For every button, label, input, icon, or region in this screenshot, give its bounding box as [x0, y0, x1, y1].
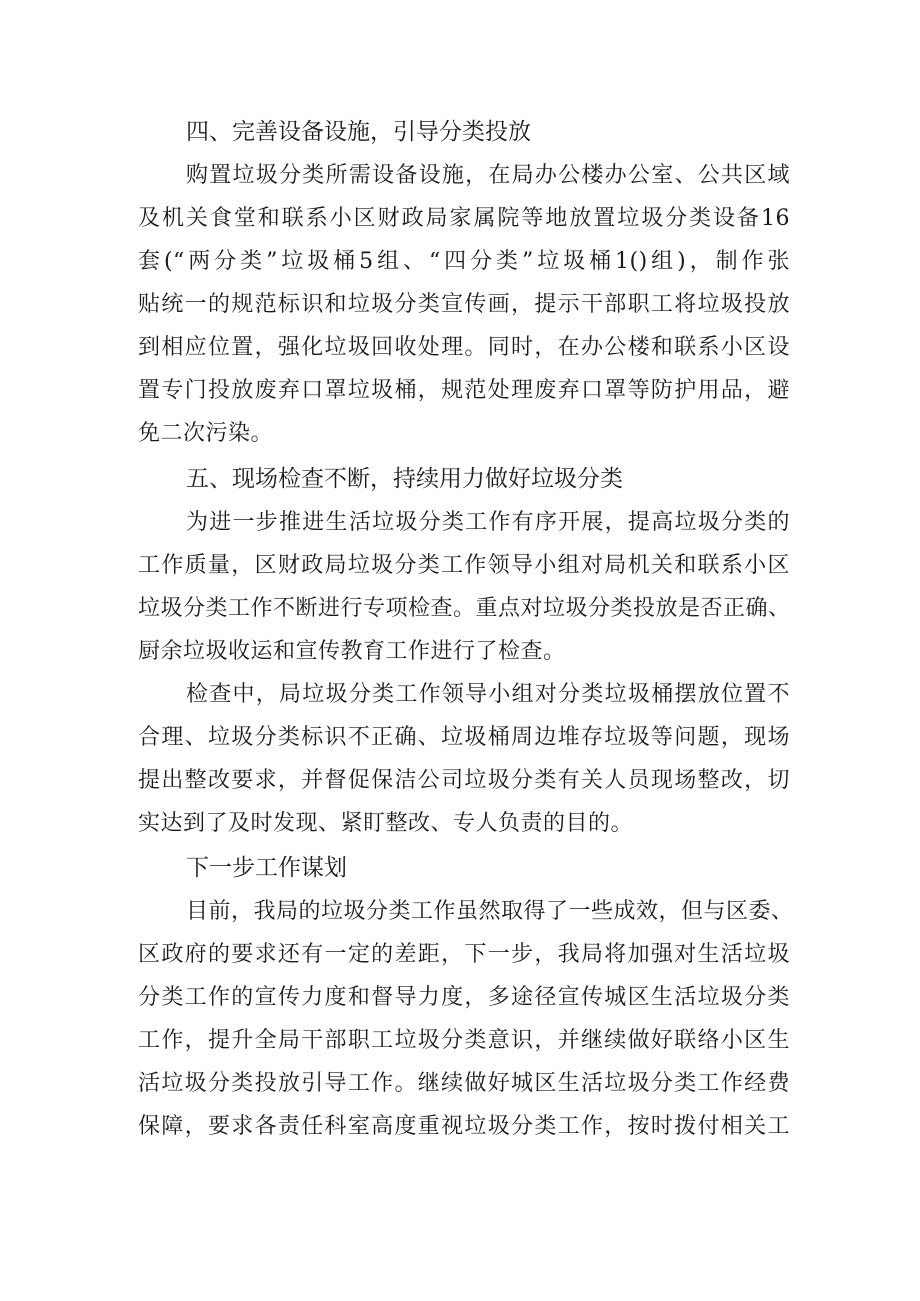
paragraph-line: 到相应位置，强化垃圾回收处理。同时，在办公楼和联系小区设 [138, 335, 790, 360]
paragraph-line: 分类工作的宣传力度和督导力度，多途径宣传城区生活垃圾分类 [138, 985, 790, 1010]
paragraph-line: 为进一步推进生活垃圾分类工作有序开展，提高垃圾分类的 [186, 510, 790, 535]
paragraph-line: 及机关食堂和联系小区财政局家属院等地放置垃圾分类设备16 [138, 206, 790, 231]
paragraph-line: 贴统一的规范标识和垃圾分类宣传画，提示干部职工将垃圾投放 [138, 292, 790, 317]
section-heading-next-steps: 下一步工作谋划 [186, 855, 347, 881]
paragraph-line: 垃圾分类工作不断进行专项检查。重点对垃圾分类投放是否正确、 [138, 596, 791, 621]
paragraph-line: 保障，要求各责任科室高度重视垃圾分类工作，按时拨付相关工 [138, 1114, 790, 1139]
section-heading-4: 四、完善设备设施，引导分类投放 [186, 119, 531, 145]
paragraph-line: 目前，我局的垃圾分类工作虽然取得了一些成效，但与区委、 [186, 899, 794, 924]
paragraph-line: 置专门投放废弃口罩垃圾桶，规范处理废弃口罩等防护用品，避 [138, 378, 790, 403]
paragraph-line: 提出整改要求，并督促保洁公司垃圾分类有关人员现场整改，切 [138, 768, 790, 793]
paragraph-line: 合理、垃圾分类标识不正确、垃圾桶周边堆存垃圾等问题，现场 [138, 725, 790, 750]
paragraph-line: 购置垃圾分类所需设备设施，在局办公楼办公室、公共区域 [186, 163, 790, 188]
paragraph-line: 套(“两分类”垃圾桶5组、“四分类”垃圾桶1()组)，制作张 [138, 249, 790, 274]
paragraph-line: 厨余垃圾收运和宣传教育工作进行了检查。 [138, 639, 566, 664]
paragraph-line: 工作，提升全局干部职工垃圾分类意识，并继续做好联络小区生 [138, 1028, 790, 1053]
section-heading-5: 五、现场检查不断，持续用力做好垃圾分类 [186, 466, 623, 492]
paragraph-line: 区政府的要求还有一定的差距，下一步，我局将加强对生活垃圾 [138, 942, 790, 967]
paragraph-line: 活垃圾分类投放引导工作。继续做好城区生活垃圾分类工作经费 [138, 1071, 790, 1096]
paragraph-line: 工作质量，区财政局垃圾分类工作领导小组对局机关和联系小区 [138, 553, 790, 578]
paragraph-line: 检查中，局垃圾分类工作领导小组对分类垃圾桶摆放位置不 [186, 682, 790, 707]
paragraph-line: 免二次污染。 [138, 421, 274, 446]
paragraph-line: 实达到了及时发现、紧盯整改、专人负责的目的。 [138, 811, 634, 836]
